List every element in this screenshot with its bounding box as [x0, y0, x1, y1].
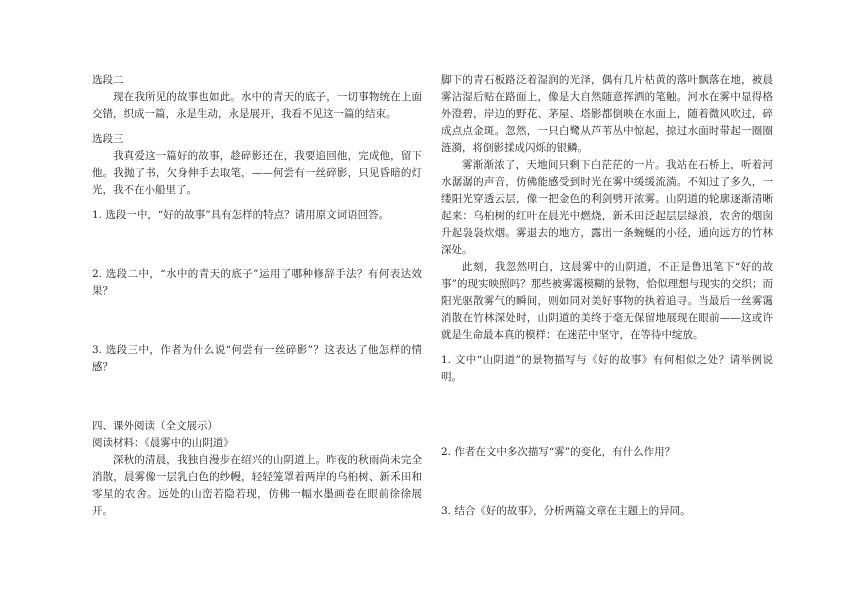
- question-1: 1. 选段一中，“好的故事”具有怎样的特点？请用原文词语回答。: [92, 209, 390, 221]
- paragraph-1-continued: 脚下的青石板路泛着湿润的光泽，偶有几片枯黄的落叶飘落在地，被晨雾沾湿后贴在路面上，像是大自然随意挥洒的笔触。河水在雾中显得格外澄碧，岸边的野花、茅屋、塔影都倒映在水面上，随着微风吹过，碎成点点金斑。忽然，一只白鹭从芦苇丛中惊起，掠过水面时带起一圈圈涟漪，将倒影揉成闪烁的银鳞。: [441, 74, 773, 154]
- right-column: [441, 72, 773, 520]
- section2-text: 现在我所见的故事也如此。水中的青天的底子，一切事物统在上面交错，织成一篇，永是生动，永是展开，我看不见这一篇的结束。: [92, 91, 422, 120]
- paragraph-2: 雾渐渐浓了，天地间只剩下白茫茫的一片。我站在石桥上，听着河水潺潺的声音，仿佛能感受到时光在雾中缓缓流淌。不知过了多久，一缕阳光穿透云层，像一把金色的利剑劈开浓雾。山阴道的轮廓逐渐清晰起来：乌桕树的红叶在晨光中燃烧，新禾田泛起层层绿浪，农舍的烟囱升起袅袅炊烟。雾退去的地方，露出一条蜿蜒的小径，通向远方的竹林深处。: [441, 159, 773, 256]
- question-2: 2. 选段二中，“水中的青天的底子”运用了哪种修辞手法？有何表达效果？: [92, 268, 422, 297]
- paragraph-3: 此刻，我忽然明白，这晨雾中的山阴道，不正是鲁迅笔下“好的故事”的现实映照吗？那些被雾霭模糊的景物，恰似理想与现实的交织；而阳光驱散雾气的瞬间，则如同对美好事物的执着追寻。当最后一丝雾霭消散在竹林深处时，山阴道的美终于毫无保留地展现在眼前——这或许就是生命最本真的模样：在迷茫中坚守，在等待中绽放。: [441, 261, 773, 341]
- part4-title: 四、课外阅读（全文展示）: [92, 420, 218, 432]
- paragraph-1: 深秋的清晨，我独自漫步在绍兴的山阴道上。昨夜的秋雨尚未完全消散，晨雾像一层乳白色的纱幔，轻轻笼罩着两岸的乌桕树、新禾田和零星的农舍。远处的山峦若隐若现，仿佛一幅水墨画卷在眼前徐徐展开。: [92, 454, 422, 517]
- material-title: 阅读材料：《晨雾中的山阴道》: [92, 437, 234, 449]
- question-r2: 2. 作者在文中多次描写“雾”的变化，有什么作用？: [441, 446, 676, 458]
- section3-text: 我真爱这一篇好的故事，趁碎影还在，我要追回他，完成他，留下他。我抛了书，欠身伸手去取笔，——何尝有一丝碎影，只见昏暗的灯光，我不在小船里了。: [92, 150, 422, 196]
- left-column: [92, 72, 422, 520]
- question-3: 3. 选段三中，作者为什么说“何尝有一丝碎影”？这表达了他怎样的情感？: [92, 344, 422, 373]
- question-r1: 1. 文中“山阴道”的景物描写与《好的故事》有何相似之处？请举例说明。: [441, 354, 773, 383]
- question-r3: 3. 结合《好的故事》，分析两篇文章在主题上的异同。: [441, 505, 691, 517]
- section3-title: 选段三: [92, 133, 124, 145]
- section2-title: 选段二: [92, 74, 124, 86]
